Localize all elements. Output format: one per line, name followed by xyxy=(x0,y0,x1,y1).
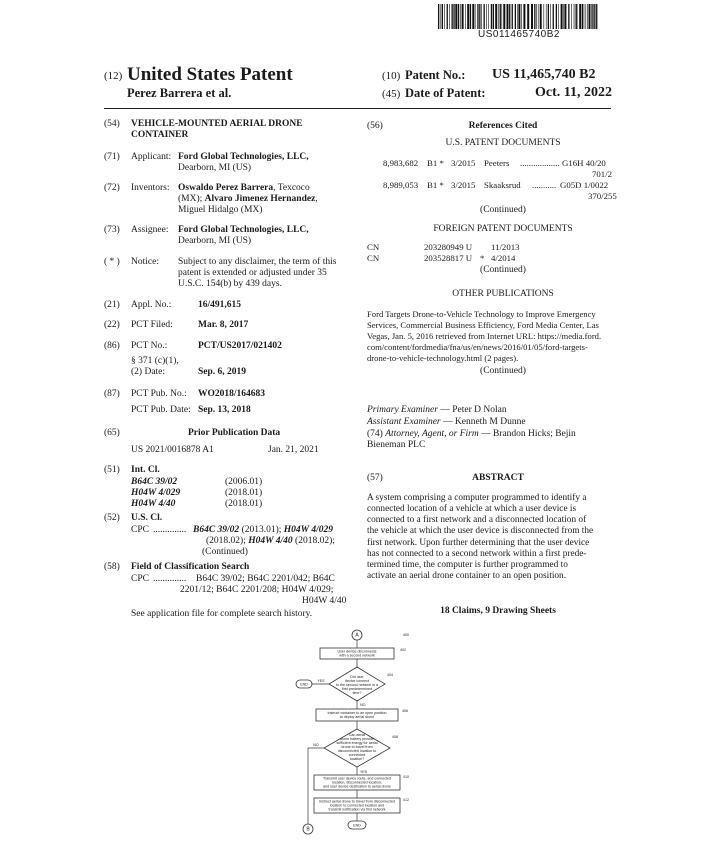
barcode-bar xyxy=(531,4,533,29)
barcode-bar xyxy=(523,4,525,29)
intcl-year: (2018.01) xyxy=(225,499,263,509)
decision-text: sufficient energy for aerial xyxy=(336,741,378,745)
patent-number: US 11,465,740 B2 xyxy=(492,67,596,82)
inventors-line3: Miguel Hidalgo (MX) xyxy=(178,205,263,215)
pct-no-code: (86) xyxy=(104,341,120,351)
abstract-heading: ABSTRACT xyxy=(472,473,524,483)
barcode-number: US011465740B2 xyxy=(478,29,560,40)
decision-text: device connect xyxy=(345,679,369,683)
decision-text: time? xyxy=(352,691,362,695)
foreign-documents-heading: FOREIGN PATENT DOCUMENTS xyxy=(433,224,573,234)
decision-text: drone battery provide xyxy=(340,737,374,741)
inventors-label: Inventors: xyxy=(131,183,170,193)
s371-date-label: (2) Date: xyxy=(131,367,166,377)
barcode-bar xyxy=(571,4,572,29)
us-refs-continued: (Continued) xyxy=(480,205,526,215)
barcode-bar xyxy=(465,4,466,29)
barcode-bar xyxy=(563,4,564,29)
decision-text: disconnected location to xyxy=(337,749,377,753)
barcode-bar xyxy=(527,4,529,29)
barcode-bar xyxy=(441,4,442,29)
connector-a-label: A xyxy=(355,632,359,639)
prior-date: Jan. 21, 2021 xyxy=(268,445,319,455)
barcode-bar xyxy=(556,4,557,29)
barcode-bar xyxy=(472,4,474,29)
barcode-bar xyxy=(458,4,459,29)
step-text: with a second network xyxy=(339,653,375,658)
barcode-bar xyxy=(488,4,489,29)
cpc-label: CPC xyxy=(131,525,149,535)
barcode-bar xyxy=(594,4,595,29)
field-cpc-label: CPC xyxy=(131,574,149,584)
assistant-examiner: Assistant Examiner — Kenneth M Dunne xyxy=(367,417,526,427)
barcode-bar xyxy=(491,4,492,29)
step-ref: 412 xyxy=(403,798,409,802)
barcode-bar xyxy=(475,4,476,29)
s371-label: § 371 (c)(1), xyxy=(131,356,179,366)
barcode-bar xyxy=(518,4,520,29)
intcl-class: H04W 4/029 xyxy=(131,488,181,498)
barcode-bar xyxy=(538,4,539,29)
applicant-label: Applicant: xyxy=(131,152,172,162)
barcode-bar xyxy=(515,4,516,29)
decision-ref: 408 xyxy=(392,735,398,739)
barcode-bar xyxy=(596,4,597,29)
cpc-dots: .............. xyxy=(153,525,187,535)
field-line3: H04W 4/40 xyxy=(302,596,347,606)
appl-code: (21) xyxy=(104,300,120,310)
invention-title-line1: VEHICLE-MOUNTED AERIAL DRONE xyxy=(131,119,303,129)
field-line1: B64C 39/02; B64C 2201/042; B64C xyxy=(196,574,335,584)
notice-line2: patent is extended or adjusted under 35 xyxy=(178,268,327,278)
barcode-bar xyxy=(534,4,535,29)
attorney: (74) Attorney, Agent, or Firm — Brandon Hicks; Bejin xyxy=(367,429,576,439)
uscl-heading: U.S. Cl. xyxy=(131,513,163,523)
inventors-line2: (MX); Alvaro Jimenez Hernandez, xyxy=(178,194,318,204)
step-text: Instruct container to an open position xyxy=(327,711,387,715)
decision-text: location? xyxy=(349,757,365,761)
barcode-bar xyxy=(546,4,547,29)
barcode-bar xyxy=(507,4,509,29)
step-ref: 410 xyxy=(403,775,409,779)
barcode-bar xyxy=(584,4,585,29)
intcl-year: (2006.01) xyxy=(225,477,263,487)
barcode-bar xyxy=(579,4,581,29)
barcode-bar xyxy=(591,4,592,29)
applicant-code: (71) xyxy=(104,152,120,162)
barcode-bar xyxy=(561,4,563,29)
prior-code: (65) xyxy=(104,428,120,438)
other-pubs-continued: (Continued) xyxy=(480,366,526,376)
notice-label: Notice: xyxy=(131,257,159,267)
decision-text: Did user xyxy=(350,675,364,679)
barcode-bar xyxy=(586,4,587,29)
step-text: and user device destination to aerial drone xyxy=(323,784,391,789)
intcl-class: B64C 39/02 xyxy=(131,477,178,487)
no-label: NO xyxy=(360,703,366,707)
end-label: END xyxy=(353,823,361,828)
barcode-bar xyxy=(592,4,593,29)
date-label: Date of Patent: xyxy=(405,86,486,100)
barcode-bar xyxy=(576,4,577,29)
invention-title-line2: CONTAINER xyxy=(131,130,189,140)
pct-filed-code: (22) xyxy=(104,320,120,330)
barcode-bar xyxy=(447,4,448,29)
yes-label: YES xyxy=(360,770,368,774)
no-label: NO xyxy=(313,743,319,747)
other-pub-line: drone-to-vehicle-technology.html (2 pages). xyxy=(367,353,519,363)
inventors-code: (72) xyxy=(104,183,120,193)
decision-ref: 404 xyxy=(387,673,393,677)
barcode-bar xyxy=(502,4,503,29)
barcode-bar xyxy=(550,4,551,29)
intcl-year: (2018.01) xyxy=(225,488,263,498)
appl-label: Appl. No.: xyxy=(131,300,172,310)
cpc-line1: B64C 39/02 (2013.01); H04W 4/029 xyxy=(193,525,333,535)
pct-filed-label: PCT Filed: xyxy=(131,320,173,330)
barcode-bar xyxy=(484,4,485,29)
intcl-heading: Int. Cl. xyxy=(131,465,160,475)
abstract-text: A system comprising a computer programmed to identify a connected location of a vehicle at which a user device is connected to a first network and a disconnected location of the vehicle at which the user device is disconnected from the first network. Upon further determining that the user device has not connected to a second network within a first prede- termined time, the computer is further programmed to activate an aerial drone container to an open position. xyxy=(367,493,594,582)
foreign-refs-continued: (Continued) xyxy=(480,265,526,275)
barcode-bar xyxy=(558,4,559,29)
connector-b-label: B xyxy=(306,826,310,833)
us-reference-class2: 701/2 xyxy=(592,169,613,179)
assignee-label: Assignee: xyxy=(131,225,169,235)
barcode-bar xyxy=(449,4,450,29)
barcode-bar xyxy=(479,4,480,29)
step-text: to deploy aerial drone xyxy=(339,715,375,719)
applicant-city: Dearborn, MI (US) xyxy=(178,163,252,173)
step-text: location, disconnected location, xyxy=(332,780,382,785)
references-heading: References Cited xyxy=(468,121,538,131)
other-pub-line: Ford Targets Drone-to-Vehicle Technology to Improve Emergency xyxy=(367,309,596,319)
document-title: United States Patent xyxy=(127,64,293,85)
field-line2: 2201/12; B64C 2201/208; H04W 4/029; xyxy=(180,585,334,595)
end-label: END xyxy=(300,682,308,687)
attorney-line2: Bieneman PLC xyxy=(367,440,426,450)
step-ref: 402 xyxy=(400,648,406,652)
prior-number: US 2021/0016878 A1 xyxy=(131,445,214,455)
header-rule xyxy=(104,108,611,109)
barcode-bar xyxy=(452,4,453,29)
step-text: Instruct aerial drone to travel from disconnected xyxy=(319,799,395,804)
step-text: Transmit user device route, and connected xyxy=(323,776,391,781)
barcode-bar xyxy=(582,4,583,29)
intcl-class: H04W 4/40 xyxy=(131,499,176,509)
barcode-bar xyxy=(564,4,566,29)
prior-heading: Prior Publication Data xyxy=(188,428,281,438)
pub-date: Sep. 13, 2018 xyxy=(198,405,251,415)
barcode-bar xyxy=(587,4,588,29)
assignee-name: Ford Global Technologies, LLC, xyxy=(178,225,309,235)
code-12: (12) xyxy=(104,70,123,82)
barcode-bar xyxy=(500,4,501,29)
barcode-bar xyxy=(470,4,471,29)
decision-text: connected xyxy=(348,753,366,757)
barcode-bar xyxy=(574,4,575,29)
other-pub-line: com/content/fordmedia/fna/us/en/news/2016/01/05/ford-targets- xyxy=(367,342,588,352)
decision-text: drone to travel from xyxy=(341,745,373,749)
barcode-bar xyxy=(462,4,464,29)
barcode-bar xyxy=(544,4,545,29)
uscl-code: (52) xyxy=(104,513,120,523)
barcode-bar xyxy=(498,4,499,29)
pct-no-label: PCT No.: xyxy=(131,341,168,351)
field-heading: Field of Classification Search xyxy=(131,562,250,572)
us-documents-heading: U.S. PATENT DOCUMENTS xyxy=(445,138,561,148)
claims-count: 18 Claims, 9 Drawing Sheets xyxy=(440,606,556,616)
abstract-code: (57) xyxy=(367,473,383,483)
step-text: User device disconnects xyxy=(337,649,377,654)
decision-text: first predetermined xyxy=(342,687,372,691)
code-10: (10) xyxy=(382,70,401,82)
pub-date-label: PCT Pub. Date: xyxy=(131,405,191,415)
inventors-line1: Oswaldo Perez Barrera, Texcoco xyxy=(178,183,310,193)
barcode-bar xyxy=(453,4,454,29)
other-pub-line: Vegas, Jan. 5, 2016 retrieved from Internet URL: https://media.ford. xyxy=(367,331,602,341)
step-ref: 406 xyxy=(402,709,408,713)
uscl-continued: (Continued) xyxy=(202,547,248,557)
yes-label: YES xyxy=(317,679,325,683)
pub-number: WO2018/164683 xyxy=(198,389,266,399)
flowchart xyxy=(290,628,430,842)
s371-date: Sep. 6, 2019 xyxy=(198,367,247,377)
decision-text: Can aerial xyxy=(348,733,366,737)
notice-code: ( * ) xyxy=(104,257,120,267)
appl-number: 16/491,615 xyxy=(198,300,242,310)
pct-filed-date: Mar. 8, 2017 xyxy=(198,320,249,330)
barcode-bar xyxy=(486,4,487,29)
title-code: (54) xyxy=(104,119,120,129)
notice-line1: Subject to any disclaimer, the term of this xyxy=(178,257,337,267)
barcode-bar xyxy=(493,4,494,29)
patent-date: Oct. 11, 2022 xyxy=(535,85,612,100)
barcode-bar xyxy=(477,4,478,29)
barcode-bar xyxy=(512,4,513,29)
barcode-bar xyxy=(455,4,457,29)
barcode-bar xyxy=(540,4,542,29)
barcode-bar xyxy=(521,4,522,29)
intcl-code: (51) xyxy=(104,465,120,475)
barcode-bar xyxy=(495,4,497,29)
barcode-bar xyxy=(517,4,518,29)
decision-text: to the second network in a xyxy=(336,683,378,687)
step-text: location to connected location and xyxy=(329,803,385,808)
primary-examiner: Primary Examiner — Peter D Nolan xyxy=(367,405,507,415)
barcode-bar xyxy=(536,4,537,29)
notice-line3: U.S.C. 154(b) by 439 days. xyxy=(178,279,282,289)
see-application: See application file for complete search history. xyxy=(131,609,313,619)
other-pub-line: Services, Commercial Business Efficiency, Ford Media Center, Las xyxy=(367,320,599,330)
barcode-bar xyxy=(481,4,482,29)
code-45: (45) xyxy=(382,88,401,100)
barcode-bar xyxy=(460,4,461,29)
assignee-city: Dearborn, MI (US) xyxy=(178,236,252,246)
pct-number: PCT/US2017/021402 xyxy=(198,341,282,351)
assignee-code: (73) xyxy=(104,225,120,235)
figure-ref: 400 xyxy=(403,633,409,637)
us-reference-class2: 370/255 xyxy=(588,191,617,201)
barcode-bar xyxy=(467,4,469,29)
inventor-short: Perez Barrera et al. xyxy=(127,86,232,100)
barcode-bar xyxy=(509,4,510,29)
references-code: (56) xyxy=(367,121,383,131)
barcode-bar xyxy=(442,4,443,29)
step-text: transmit notification via first network xyxy=(328,807,386,812)
patent-no-label: Patent No.: xyxy=(405,68,466,82)
applicant-name: Ford Global Technologies, LLC, xyxy=(178,152,309,162)
barcode-bar xyxy=(548,4,549,29)
barcode-bar xyxy=(575,4,576,29)
cpc-line2: (2018.02); H04W 4/40 (2018.02); xyxy=(206,536,335,546)
other-publications-heading: OTHER PUBLICATIONS xyxy=(452,289,554,299)
pub-no-code: (87) xyxy=(104,389,120,399)
pub-no-label: PCT Pub. No.: xyxy=(131,389,187,399)
barcode-bar xyxy=(444,4,445,29)
barcode-bar xyxy=(568,4,569,29)
barcode-bar xyxy=(589,4,591,29)
barcode xyxy=(438,4,600,29)
field-code: (58) xyxy=(104,562,120,572)
barcode-bar xyxy=(503,4,505,29)
field-dots: .............. xyxy=(153,574,187,584)
barcode-bar xyxy=(553,4,554,29)
barcode-bar xyxy=(438,4,439,29)
